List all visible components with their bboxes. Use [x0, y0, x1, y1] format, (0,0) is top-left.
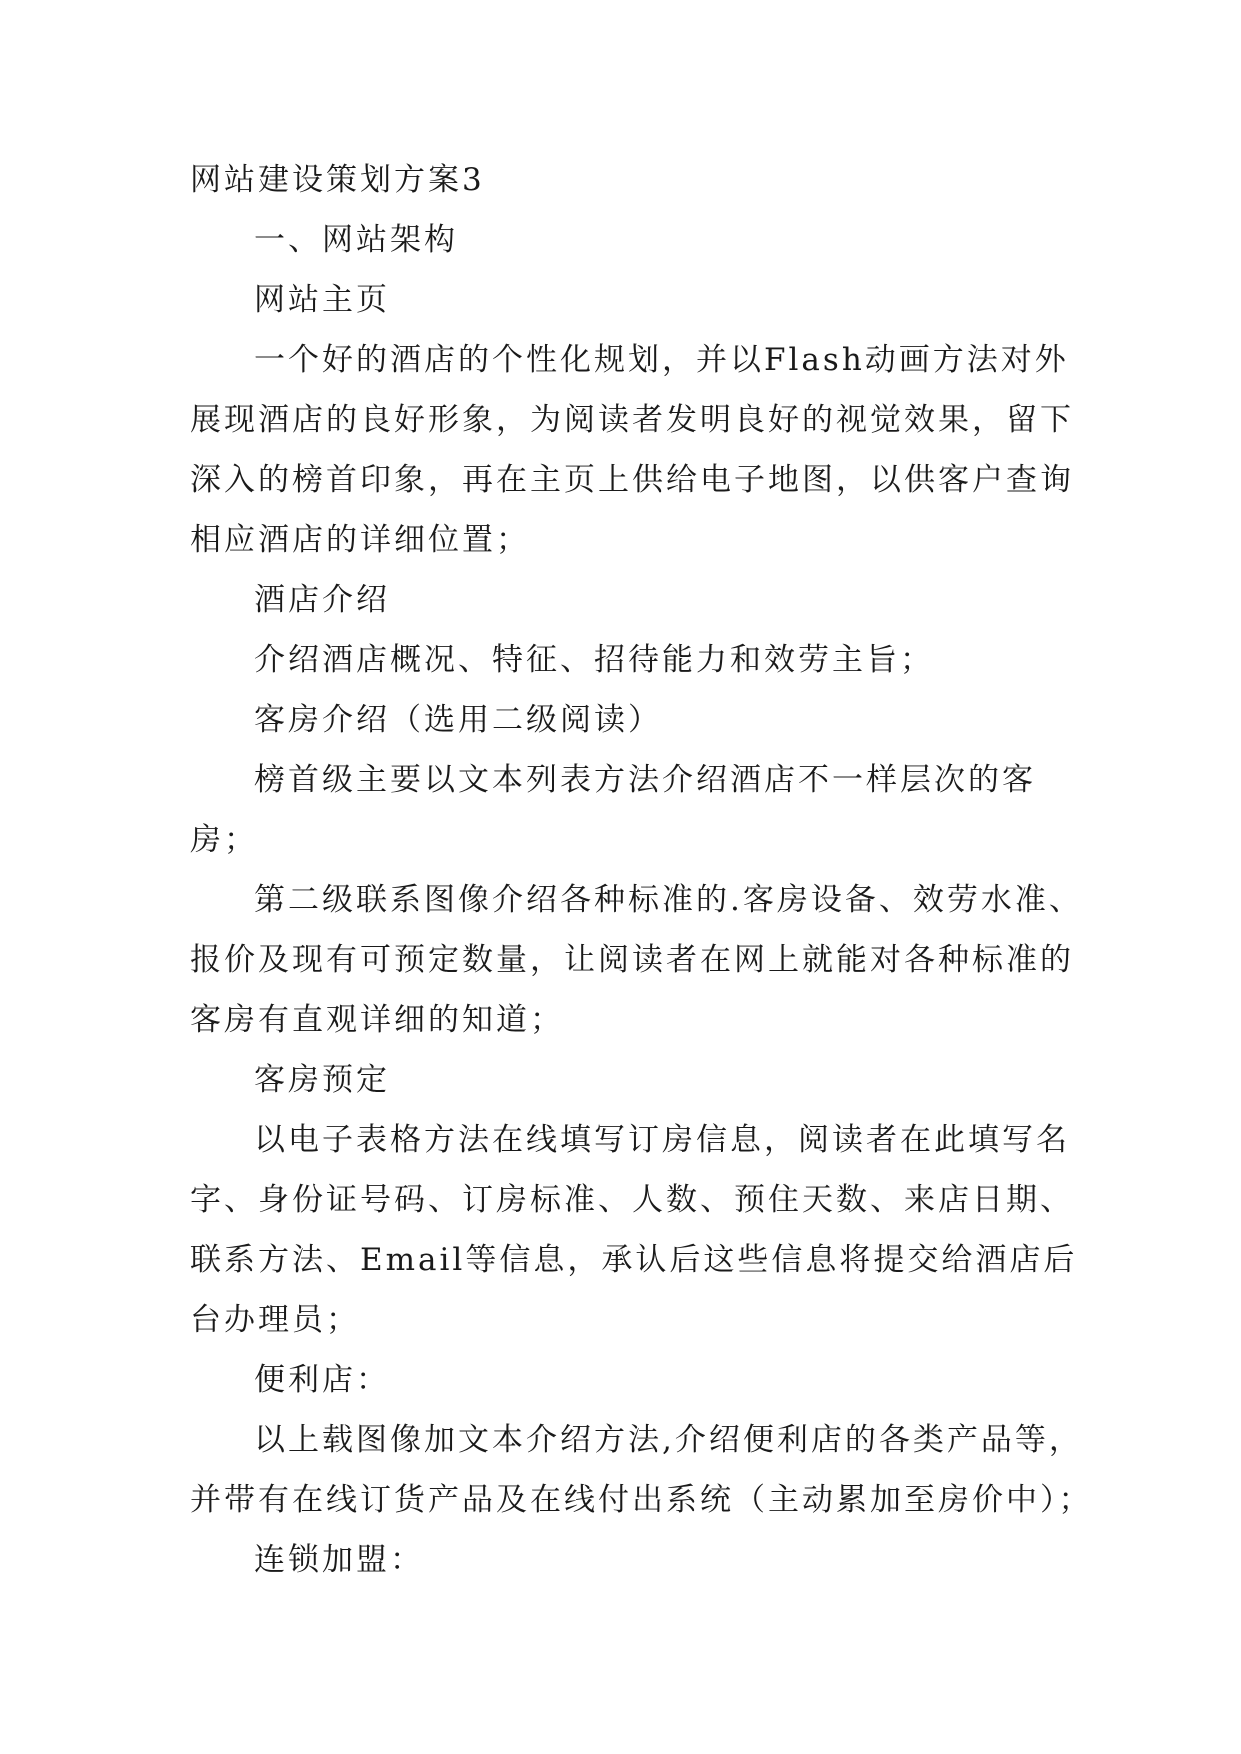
subheading-hotel-intro: 酒店介绍: [254, 582, 390, 618]
paragraph-line: 一个好的酒店的个性化规划，并以Flash动画方法对外: [254, 342, 1069, 378]
paragraph-line: 并带有在线订货产品及在线付出系统（主动累加至房价中）；: [190, 1482, 1093, 1518]
paragraph-line: 榜首级主要以文本列表方法介绍酒店不一样层次的客: [254, 762, 1036, 798]
paragraph-line: 客房有直观详细的知道；: [190, 1002, 564, 1038]
paragraph-line: 台办理员；: [190, 1302, 360, 1338]
subheading-room-intro: 客房介绍（选用二级阅读）: [254, 702, 662, 738]
paragraph-line: 介绍酒店概况、特征、招待能力和效劳主旨；: [254, 642, 934, 678]
paragraph-line: 深入的榜首印象，再在主页上供给电子地图，以供客户查询: [190, 462, 1074, 498]
paragraph-line: 以电子表格方法在线填写订房信息，阅读者在此填写名: [254, 1122, 1070, 1158]
paragraph-line: 展现酒店的良好形象，为阅读者发明良好的视觉效果，留下: [190, 402, 1074, 438]
subheading-chain-franchise: 连锁加盟：: [254, 1542, 424, 1578]
paragraph-line: 字、身份证号码、订房标准、人数、预住天数、来店日期、: [190, 1182, 1074, 1218]
subheading-convenience-store: 便利店：: [254, 1362, 390, 1398]
document-title: 网站建设策划方案3: [190, 162, 485, 198]
document-body: [190, 150, 1093, 1590]
paragraph-line: 以上载图像加文本介绍方法,介绍便利店的各类产品等，: [254, 1422, 1083, 1458]
subheading-room-booking: 客房预定: [254, 1062, 390, 1098]
paragraph-line: 报价及现有可预定数量，让阅读者在网上就能对各种标准的: [190, 942, 1074, 978]
section-heading-architecture: 一、网站架构: [254, 222, 458, 258]
paragraph-line: 相应酒店的详细位置；: [190, 522, 530, 558]
paragraph-line: 联系方法、Email等信息，承认后这些信息将提交给酒店后: [190, 1242, 1078, 1278]
subheading-homepage: 网站主页: [254, 282, 390, 318]
paragraph-line: 房；: [190, 822, 258, 858]
paragraph-line: 第二级联系图像介绍各种标准的.客房设备、效劳水准、: [254, 882, 1083, 918]
